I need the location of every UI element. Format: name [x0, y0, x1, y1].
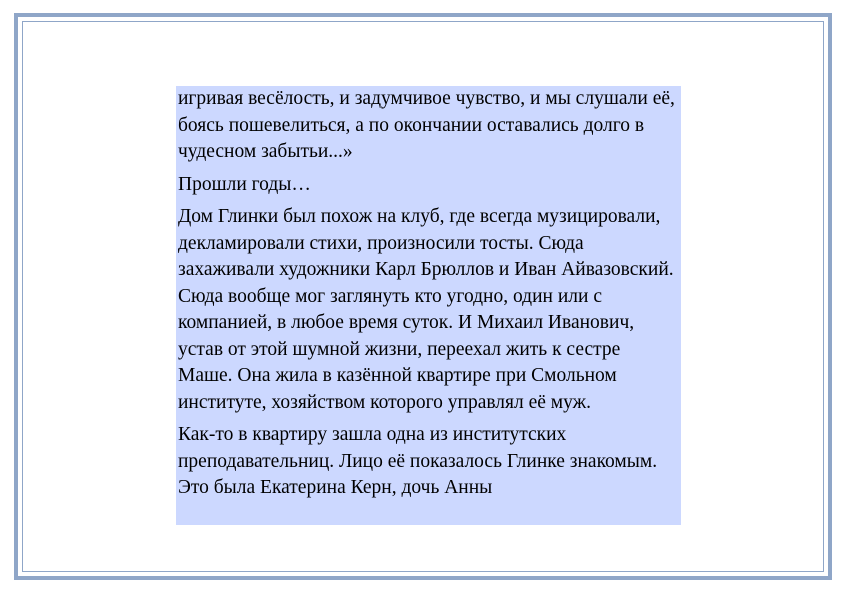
paragraph-3: Дом Глинки был похож на клуб, где всегда музицировали, декламировали стихи, произносили тосты. Сюда захаживали художники Карл Брюллов и Иван Айвазовский. Сюда вообще мог заглянуть кто угодно, один или с компанией, в любое время суток. И Михаил Иванович, устав от этой шумной жизни, переехал жить к сестре Маше. Она жила в казённой квартире при Смольном институте, хозяйством которого управлял её муж. — [178, 206, 674, 413]
paragraph-4: Как-то в квартиру зашла одна из институтских преподавательниц. Лицо её показалось Глинке знакомым. Это была Екатерина Керн, дочь Анны — [178, 424, 658, 498]
paragraph-2: Прошли годы… — [178, 173, 311, 195]
paragraph-1: игривая весёлость, и задумчивое чувство, и мы слушали её, боясь пошевелиться, а по окончании оставались долго в чудесном забытьи...» — [178, 88, 675, 162]
text-box — [176, 86, 681, 525]
